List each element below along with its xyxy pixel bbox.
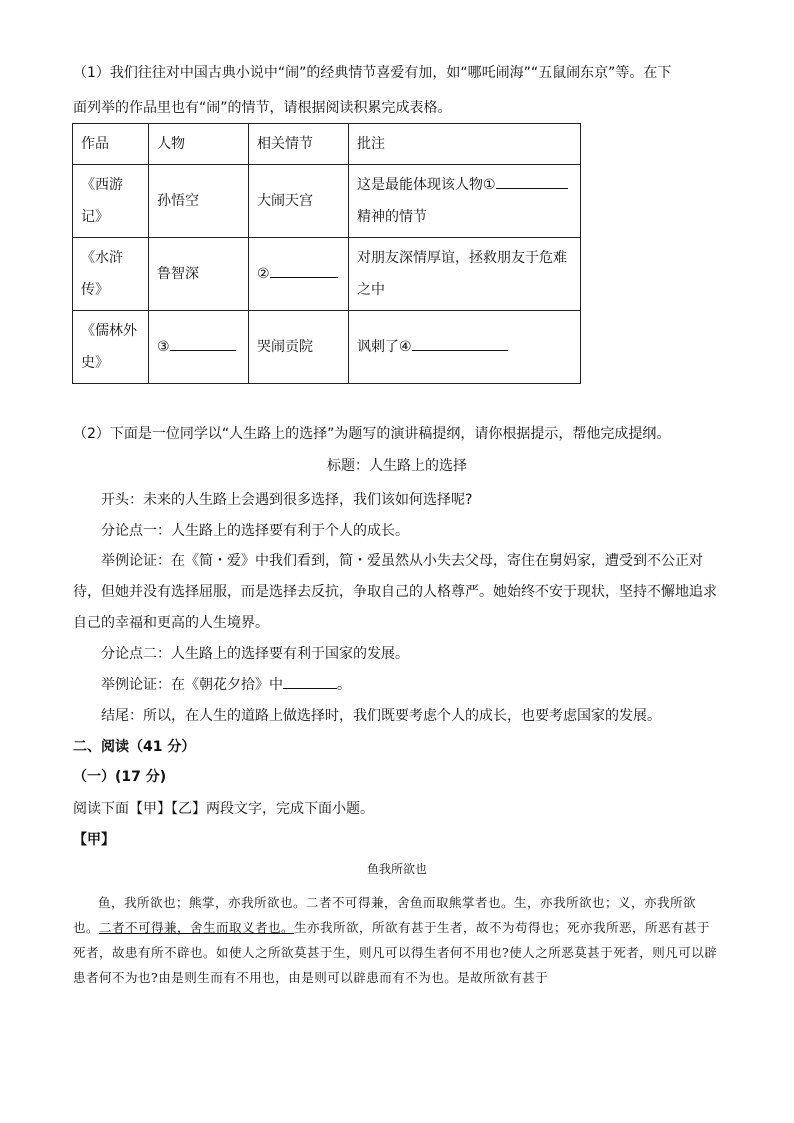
blank-3[interactable] — [170, 334, 236, 351]
table-header-row — [73, 124, 581, 165]
cell-person: ③ — [149, 311, 249, 384]
cell-note: 对朋友深情厚谊，拯救朋友于危难 之中 — [349, 238, 581, 311]
outline-title: 标题：人生路上的选择 — [327, 458, 467, 474]
blank-example-2[interactable] — [283, 672, 337, 689]
outline-ending: 结尾：所以，在人生的道路上做选择时，我们既要考虑个人的成长，也要考虑国家的发展。 — [101, 708, 661, 724]
table-header-person: 人物 — [149, 124, 249, 165]
table-header-work: 作品 — [73, 124, 149, 165]
blank-1[interactable] — [496, 172, 568, 189]
table-header-note: 批注 — [349, 124, 581, 165]
cell-work: 《儒林外 史》 — [73, 311, 149, 384]
cell-person: 鲁智深 — [149, 238, 249, 311]
table-header-plot: 相关情节 — [249, 124, 349, 165]
question-2-intro: （2）下面是一位同学以“人生路上的选择”为题写的演讲稿提纲，请你根据提示，帮他完成提纲。 — [73, 426, 671, 442]
outline-subpoint-2: 分论点二：人生路上的选择要有利于国家的发展。 — [101, 646, 409, 662]
blank-2[interactable] — [270, 261, 338, 278]
underlined-sentence: 二者不可得兼，舍生而取义者也。 — [99, 920, 295, 935]
question-1-intro-line1: （1）我们往往对中国古典小说中“闹”的经典情节喜爱有加，如“哪吒闹海”“五鼠闹东京”等。在下 — [73, 65, 672, 81]
cell-note: 讽刺了④ — [349, 311, 581, 384]
cell-person: 孙悟空 — [149, 165, 249, 238]
question-1-intro-line2: 面列举的作品里也有“闹”的情节，请根据阅读积累完成表格。 — [73, 100, 452, 116]
reading-notes-table — [72, 123, 581, 384]
table-row — [73, 238, 581, 311]
cell-plot: 大闹天宫 — [249, 165, 349, 238]
outline-example-2: 举例论证：在《朝花夕拾》中 。 — [73, 670, 718, 701]
outline-example-1: 举例论证：在《简・爱》中我们看到，简・爱虽然从小失去父母，寄住在舅妈家，遭受到不公正对待，但她并没有选择屈服，而是选择去反抗，争取自己的人格尊严。她始终不安于现状，坚持不懈地追求自己的幸福和更高的人生境界。 — [73, 553, 717, 631]
table-row — [73, 311, 581, 384]
reading-instruction: 阅读下面【甲】【乙】两段文字，完成下面小题。 — [73, 801, 374, 817]
cell-work: 《水浒 传》 — [73, 238, 149, 311]
cell-work: 《西游 记》 — [73, 165, 149, 238]
table-row — [73, 165, 581, 238]
passage-text: 鱼，我所欲也；熊掌，亦我所欲也。二者不可得兼，舍鱼而取熊掌者也。生，亦我所欲也；义，亦我所欲也。二者不可得兼，舍生而取义者也。生亦我所欲，所欲有甚于生者，故不为苟得也；死亦我所恶，所恶有甚于死者，故患有所不辟也。如使人之所欲莫甚于生，则凡可以得生者何不用也?使人之所恶莫甚于死者，则凡可以辟患者何不为也?由是则生而有不用也，由是则可以辟患而有不为也。是故所欲有甚于 — [73, 895, 718, 985]
cell-plot: 哭闹贡院 — [249, 311, 349, 384]
cell-note: 这是最能体现该人物① 精神的情节 — [349, 165, 581, 238]
outline-opening: 开头：未来的人生路上会遇到很多选择，我们该如何选择呢? — [101, 492, 473, 508]
passage-label: 【甲】 — [73, 832, 115, 848]
cell-plot: ② — [249, 238, 349, 311]
part-heading: （一）(17 分) — [73, 769, 167, 785]
passage-title: 鱼我所欲也 — [366, 862, 427, 876]
blank-4[interactable] — [412, 334, 508, 351]
section-heading-reading: 二、阅读（41 分） — [73, 739, 196, 755]
outline-subpoint-1: 分论点一：人生路上的选择要有利于个人的成长。 — [101, 523, 409, 539]
